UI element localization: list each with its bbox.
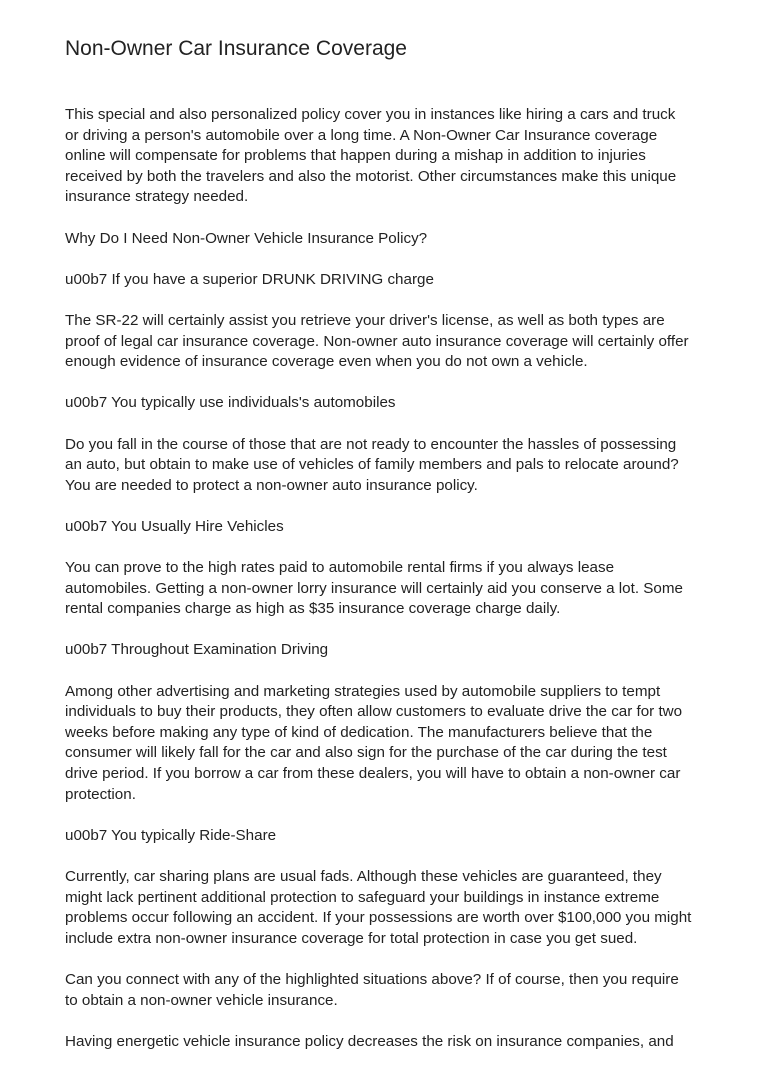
page-title: Non-Owner Car Insurance Coverage xyxy=(65,37,407,60)
text-line: might lack pertinent additional protection to safeguard your buildings in instance extreme xyxy=(65,888,660,906)
text-line: The SR-22 will certainly assist you retrieve your driver's license, as well as both types are xyxy=(65,311,665,329)
text-line: or driving a person's automobile over a long time. A Non-Owner Car Insurance coverage xyxy=(65,126,658,144)
text-line: Can you connect with any of the highlighted situations above? If of course, then you require xyxy=(65,970,679,988)
text-line: u00b7 You typically use individuals's automobiles xyxy=(65,394,396,412)
text-line: You can prove to the high rates paid to automobile rental firms if you always lease xyxy=(65,559,615,577)
body-paragraph xyxy=(65,558,715,620)
text-line: individuals to buy their products, they often allow customers to evaluate drive the car for two xyxy=(65,703,683,721)
text-line: rental companies charge as high as $35 insurance coverage charge daily. xyxy=(65,600,561,618)
body-paragraph xyxy=(65,435,715,497)
text-line: Among other advertising and marketing strategies used by automobile suppliers to tempt xyxy=(65,682,661,700)
text-line: u00b7 You Usually Hire Vehicles xyxy=(65,517,284,535)
body-paragraph xyxy=(65,682,715,806)
bullet-item xyxy=(65,826,715,847)
body-paragraph xyxy=(65,1032,715,1053)
text-line: You are needed to protect a non-owner auto insurance policy. xyxy=(65,476,478,494)
text-line: Having energetic vehicle insurance policy decreases the risk on insurance companies, and xyxy=(65,1032,674,1050)
body-paragraph xyxy=(65,311,715,373)
text-line: u00b7 Throughout Examination Driving xyxy=(65,641,329,659)
text-line: to obtain a non-owner vehicle insurance. xyxy=(65,991,338,1009)
text-line: protection. xyxy=(65,785,136,803)
text-line: received by both the travelers and also the motorist. Other circumstances make this unique xyxy=(65,167,677,185)
text-line: an auto, but obtain to make use of vehicles of family members and pals to relocate around? xyxy=(65,456,679,474)
body-paragraph xyxy=(65,867,715,949)
text-line: online will compensate for problems that happen during a mishap in addition to injuries xyxy=(65,147,646,165)
intro-paragraph xyxy=(65,105,715,208)
bullet-item xyxy=(65,640,715,661)
text-line: insurance strategy needed. xyxy=(65,188,249,206)
text-line: consumer will likely fall for the car and also sign for the purchase of the car during the test xyxy=(65,744,667,762)
bullet-item xyxy=(65,270,715,291)
text-line: include extra non-owner insurance coverage for total protection in case you get sued. xyxy=(65,929,638,947)
bullet-item xyxy=(65,517,715,538)
text-line: u00b7 If you have a superior DRUNK DRIVING charge xyxy=(65,270,434,288)
document-body xyxy=(65,105,715,1073)
text-line: enough evidence of insurance coverage even when you do not own a vehicle. xyxy=(65,353,588,371)
text-line: This special and also personalized policy cover you in instances like hiring a cars and truck xyxy=(65,106,676,123)
text-line: drive period. If you borrow a car from these dealers, you will have to obtain a non-owner car xyxy=(65,765,681,782)
text-line: proof of legal car insurance coverage. Non-owner auto insurance coverage will certainly offer xyxy=(65,332,689,350)
text-line: automobiles. Getting a non-owner lorry insurance will certainly aid you conserve a lot. Some xyxy=(65,579,683,597)
text-line: weeks before making any type of kind of dedication. The manufacturers believe that the xyxy=(65,723,653,741)
text-line: Why Do I Need Non-Owner Vehicle Insurance Policy? xyxy=(65,229,428,247)
text-line: u00b7 You typically Ride-Share xyxy=(65,826,277,844)
section-heading xyxy=(65,229,715,250)
bullet-item xyxy=(65,393,715,414)
text-line: Currently, car sharing plans are usual fads. Although these vehicles are guaranteed, they xyxy=(65,867,662,885)
body-paragraph xyxy=(65,970,715,1011)
text-line: Do you fall in the course of those that are not ready to encounter the hassles of possessing xyxy=(65,435,677,453)
text-line: problems occur following an accident. If your possessions are worth over $100,000 you might xyxy=(65,909,692,927)
